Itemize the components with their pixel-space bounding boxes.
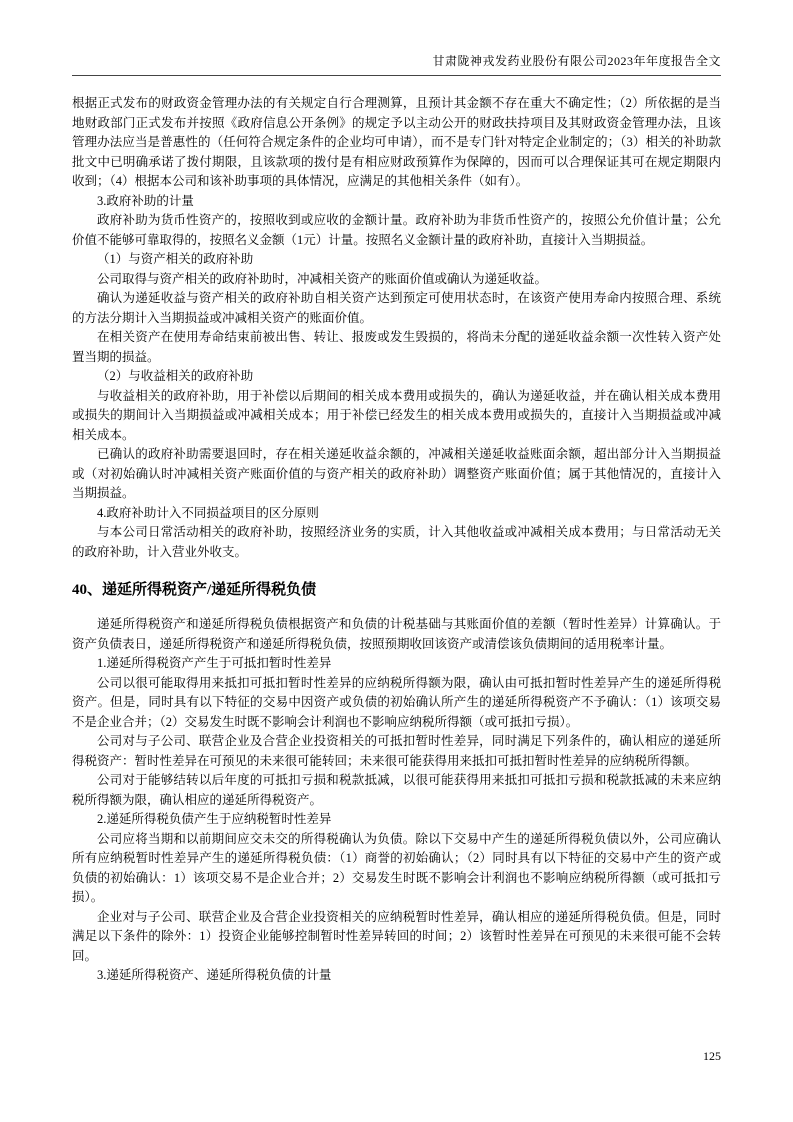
paragraph: 递延所得税资产和递延所得税负债根据资产和负债的计税基础与其账面价值的差额（暂时性差异）计算确认。于资产负债表日，递延所得税资产和递延所得税负债，按照预期收回该资产或清偿该负债期间的适用税率计量。	[72, 617, 721, 651]
page-header	[72, 52, 721, 76]
paragraph: 3.政府补助的计量	[97, 193, 194, 208]
paragraph: 1.递延所得税资产产生于可抵扣暂时性差异	[97, 656, 332, 670]
paragraph: 确认为递延收益与资产相关的政府补助自相关资产达到预定可使用状态时，在该资产使用寿命内按照合理、系统的方法分期计入当期损益或冲减相关资产的账面价值。	[72, 291, 721, 325]
page-number: 125	[703, 1049, 721, 1063]
paragraph: 4.政府补助计入不同损益项目的区分原则	[97, 505, 319, 520]
paragraph: 已确认的政府补助需要退回时，存在相关递延收益余额的，冲减相关递延收益账面余额，超出部分计入当期损益或（对初始确认时冲减相关资产账面价值的与资产相关的政府补助）调整资产账面价值；属于其他情况的，直接计入当期损益。	[72, 447, 721, 500]
paragraph: 公司取得与资产相关的政府补助时，冲减相关资产的账面价值或确认为递延收益。	[97, 271, 548, 286]
paragraph: 政府补助为货币性资产的，按照收到或应收的金额计量。政府补助为非货币性资产的，按照公允价值计量；公允价值不能够可靠取得的，按照名义金额（1元）计量。按照名义金额计量的政府补助，直接计入当期损益。	[72, 213, 721, 247]
report-title: 甘肃陇神戎发药业股份有限公司2023年年度报告全文	[432, 54, 721, 68]
paragraph: 与本公司日常活动相关的政府补助，按照经济业务的实质，计入其他收益或冲减相关成本费用；与日常活动无关的政府补助，计入营业外收支。	[72, 525, 721, 559]
paragraph: 2.递延所得税负债产生于应纳税暂时性差异	[97, 812, 332, 826]
paragraph: 在相关资产在使用寿命结束前被出售、转让、报废或发生毁损的，将尚未分配的递延收益余额一次性转入资产处置当期的损益。	[72, 330, 721, 364]
paragraph: 根据正式发布的财政资金管理办法的有关规定自行合理测算，且预计其金额不存在重大不确定性；（2）所依据的是当地财政部门正式发布并按照《政府信息公开条例》的规定予以主动公开的财政扶持项目及其财政资金管理办法，且该管理办法应当是普惠性的（任何符合规定条件的企业均可申请），而不是专门针对特定企业制定的；（3）相关的补助款批文中已明确承诺了拨付期限，且该款项的拨付是有相应财政预算作为保障的，因而可以合理保证其可在规定期限内收到；（4）根据本公司和该补助事项的具体情况，应满足的其他相关条件（如有）。	[72, 96, 721, 188]
paragraph: 公司对于能够结转以后年度的可抵扣亏损和税款抵减，以很可能获得用来抵扣可抵扣亏损和税款抵减的未来应纳税所得额为限，确认相应的递延所得税资产。	[72, 773, 721, 807]
paragraph: 公司以很可能取得用来抵扣可抵扣暂时性差异的应纳税所得额为限，确认由可抵扣暂时性差异产生的递延所得税资产。但是，同时具有以下特征的交易中因资产或负债的初始确认所产生的递延所得税资产不予确认：（1）该项交易不是企业合并；（2）交易发生时既不影响会计利润也不影响应纳税所得额（或可抵扣亏损）。	[72, 675, 721, 729]
section-heading: 40、递延所得税资产/递延所得税负债	[72, 582, 317, 598]
paragraph: 企业对与子公司、联营企业及合营企业投资相关的应纳税暂时性差异，确认相应的递延所得税负债。但是，同时满足以下条件的除外：1）投资企业能够控制暂时性差异转回的时间；2）该暂时性差异在可预见的未来很可能不会转回。	[72, 909, 721, 963]
paragraph: （1）与资产相关的政府补助	[97, 252, 254, 266]
document-body	[72, 94, 721, 986]
paragraph: 公司对与子公司、联营企业及合营企业投资相关的可抵扣暂时性差异，同时满足下列条件的，确认相应的递延所得税资产：暂时性差异在可预见的未来很可能转回；未来很可能获得用来抵扣可抵扣暂时性差异的应纳税所得额。	[72, 734, 721, 768]
paragraph: （2）与收益相关的政府补助	[97, 369, 254, 383]
paragraph: 与收益相关的政府补助，用于补偿以后期间的相关成本费用或损失的，确认为递延收益，并在确认相关成本费用或损失的期间计入当期损益或冲减相关成本；用于补偿已经发生的相关成本费用或损失的，直接计入当期损益或冲减相关成本。	[72, 388, 721, 442]
paragraph: 公司应将当期和以前期间应交未交的所得税确认为负债。除以下交易中产生的递延所得税负债以外，公司应确认所有应纳税暂时性差异产生的递延所得税负债：（1）商誉的初始确认；（2）同时具有以下特征的交易中产生的资产或负债的初始确认：1）该项交易不是企业合并；2）交易发生时既不影响会计利润也不影响应纳税所得额（或可抵扣亏损）。	[72, 831, 721, 904]
paragraph: 3.递延所得税资产、递延所得税负债的计量	[97, 968, 332, 982]
